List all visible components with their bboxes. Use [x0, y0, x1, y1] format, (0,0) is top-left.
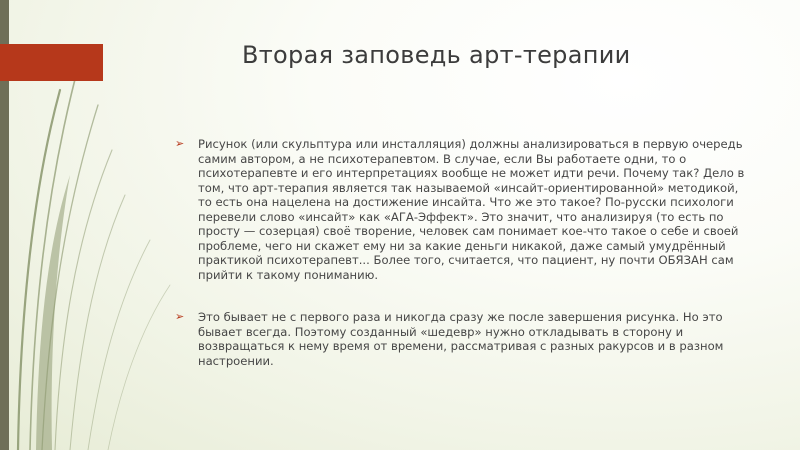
arrow-bullet-icon: ➢: [175, 310, 185, 323]
bullet-text: Рисунок (или скульптура или инсталляция) должны анализироваться в первую очередь самим автором, а не психотерапевтом. В случае, если Вы работаете одни, то о психотерапевте и его интерпретациях вообще не может идти речи. Почему так? Дело в том, что арт-терапия является так называемой «инсайт-ориентированной» методикой, то есть она нацелена на достижение инсайта. Что же это такое? По-русски психологи перевели слово «инсайт» как «АГА-Эффект». Это значит, что анализируя (то есть по просту — созерцая) своё творение, человек сам понимает кое-что такое о себе и своей проблеме, чего ни скажет ему ни за какие деньги никакой, даже самый умудрённый практикой психотерапевт... Более того, считается, что пациент, ну почти ОБЯЗАН сам прийти к такому пониманию.: [198, 137, 745, 282]
slide-title: Вторая заповедь арт-терапии: [242, 41, 631, 69]
list-item: [172, 137, 752, 282]
bullet-text: Это бывает не с первого раза и никогда сразу же после завершения рисунка. Но это бывает всегда. Поэтому созданный «шедевр» нужно откладывать в сторону и возвращаться к нему время от времени, рассматривая с разных ракурсов и в разном настроении.: [198, 310, 724, 368]
title-accent-bar: [0, 44, 103, 81]
arrow-bullet-icon: ➢: [175, 137, 185, 150]
bullet-list: [172, 137, 752, 396]
list-item: [172, 310, 752, 368]
